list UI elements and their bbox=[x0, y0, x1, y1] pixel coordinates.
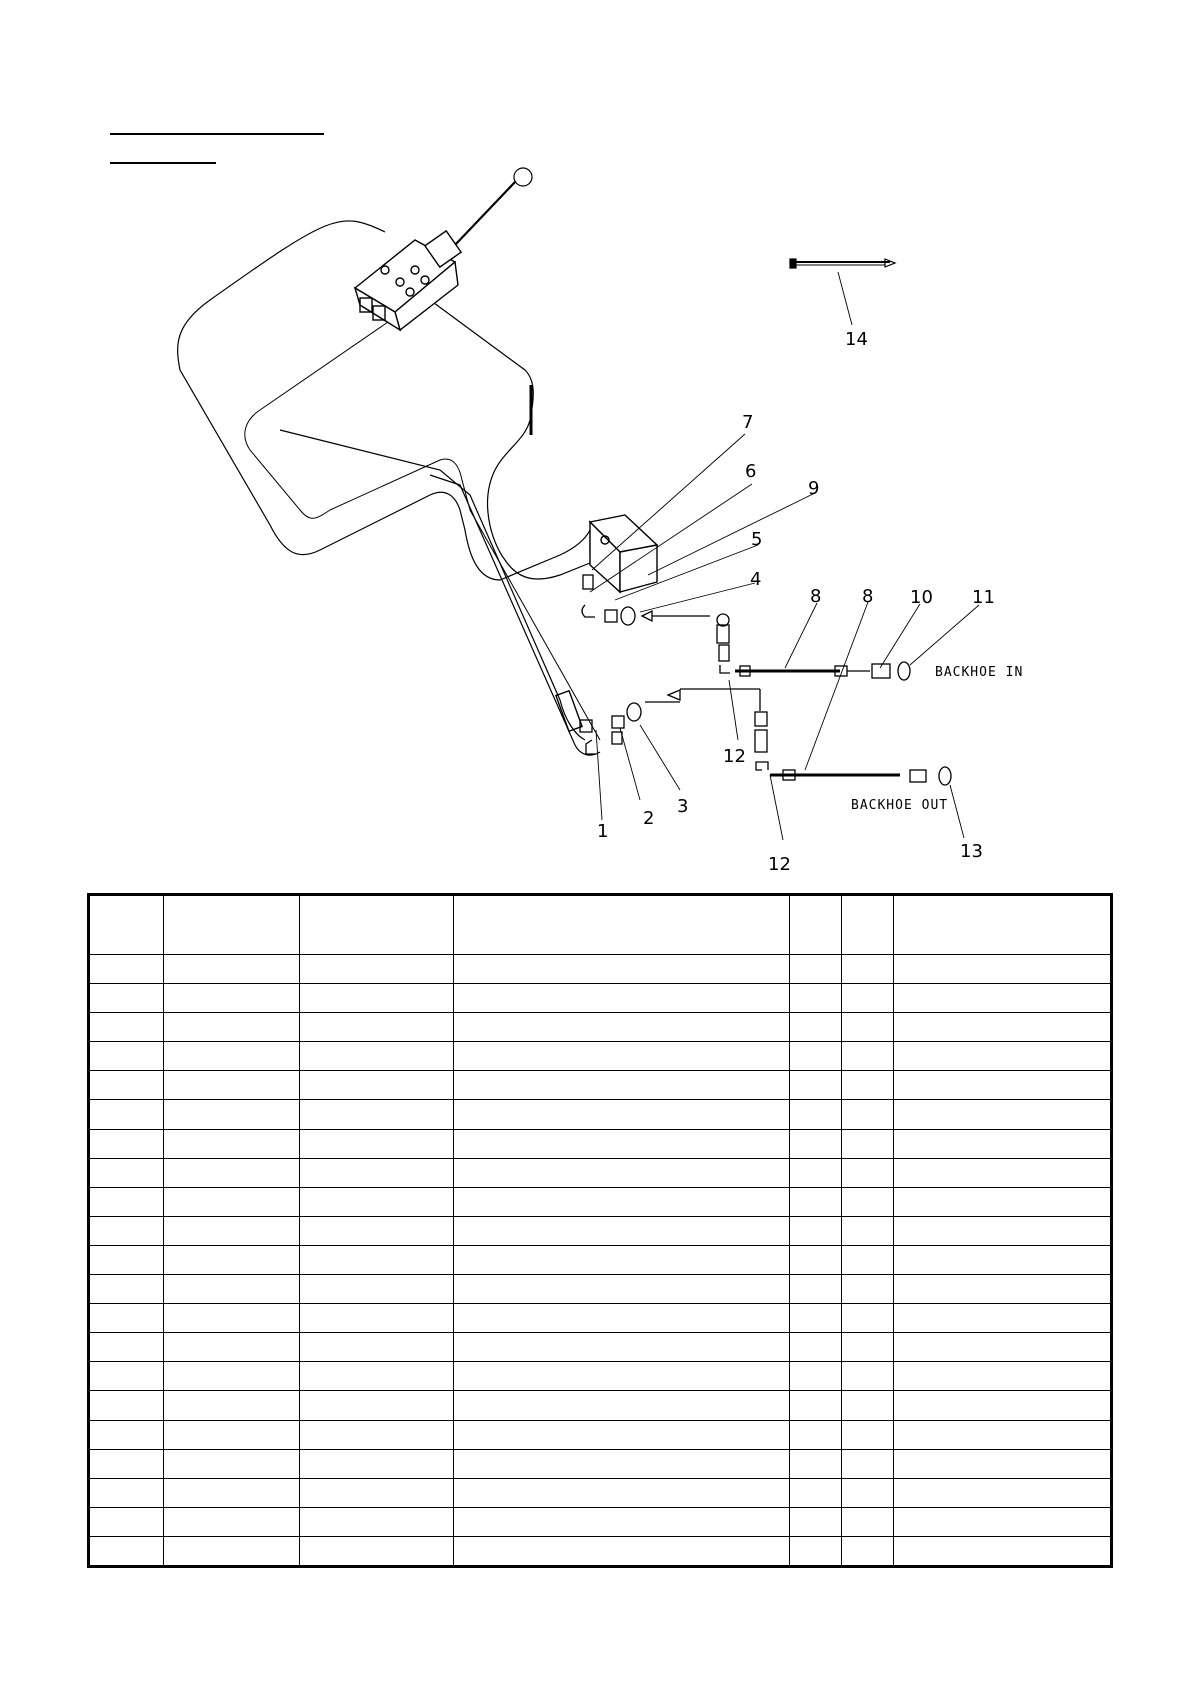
table-cell bbox=[164, 1275, 300, 1304]
table-cell bbox=[164, 955, 300, 984]
table-cell bbox=[894, 1420, 1112, 1449]
feed-hose bbox=[280, 430, 585, 740]
table-cell bbox=[89, 1042, 164, 1071]
table-cell bbox=[842, 955, 894, 984]
table-cell bbox=[790, 1100, 842, 1129]
table-cell bbox=[454, 1478, 790, 1507]
table-cell bbox=[454, 1071, 790, 1100]
table-cell bbox=[164, 1536, 300, 1566]
table-cell bbox=[454, 1100, 790, 1129]
table-cell bbox=[790, 1129, 842, 1158]
table-cell bbox=[790, 984, 842, 1013]
table-cell bbox=[300, 1449, 454, 1478]
table-cell bbox=[790, 1245, 842, 1274]
table-cell bbox=[894, 1158, 1112, 1187]
callout-6: 6 bbox=[745, 461, 757, 482]
table-cell bbox=[894, 1391, 1112, 1420]
table-cell bbox=[894, 1129, 1112, 1158]
table-cell bbox=[894, 955, 1112, 984]
table-row bbox=[89, 1216, 1112, 1245]
table-cell bbox=[300, 1333, 454, 1362]
table-cell bbox=[790, 1304, 842, 1333]
table-cell bbox=[300, 1304, 454, 1333]
table-row bbox=[89, 1129, 1112, 1158]
table-cell bbox=[300, 1275, 454, 1304]
table-cell bbox=[894, 1071, 1112, 1100]
table-row bbox=[89, 1449, 1112, 1478]
table-cell bbox=[454, 1216, 790, 1245]
table-cell bbox=[894, 1042, 1112, 1071]
table-cell bbox=[89, 984, 164, 1013]
table-cell bbox=[894, 1275, 1112, 1304]
table-cell bbox=[790, 1187, 842, 1216]
table-cell bbox=[164, 1420, 300, 1449]
table-cell bbox=[842, 1245, 894, 1274]
table-cell bbox=[164, 1071, 300, 1100]
table-cell bbox=[842, 1507, 894, 1536]
table-cell bbox=[842, 1187, 894, 1216]
table-cell bbox=[454, 1042, 790, 1071]
table-cell bbox=[894, 1304, 1112, 1333]
table-cell bbox=[790, 1275, 842, 1304]
header-cell bbox=[300, 895, 454, 955]
callout-10: 10 bbox=[910, 587, 933, 608]
table-header-row bbox=[89, 895, 1112, 955]
table-cell bbox=[454, 1013, 790, 1042]
table-cell bbox=[89, 1536, 164, 1566]
table-cell bbox=[89, 955, 164, 984]
table-cell bbox=[300, 1100, 454, 1129]
table-cell bbox=[842, 1420, 894, 1449]
table-row bbox=[89, 984, 1112, 1013]
table-cell bbox=[790, 1158, 842, 1187]
table-cell bbox=[842, 1449, 894, 1478]
table-row bbox=[89, 1478, 1112, 1507]
table-row bbox=[89, 1071, 1112, 1100]
table-cell bbox=[300, 1042, 454, 1071]
table-cell bbox=[790, 1071, 842, 1100]
header-cell bbox=[89, 895, 164, 955]
callout-2: 2 bbox=[643, 808, 655, 829]
table-cell bbox=[89, 1158, 164, 1187]
table-cell bbox=[300, 1362, 454, 1391]
table-cell bbox=[89, 1478, 164, 1507]
fittings bbox=[580, 575, 951, 785]
table-cell bbox=[790, 1362, 842, 1391]
table-cell bbox=[842, 1333, 894, 1362]
table-cell bbox=[300, 1478, 454, 1507]
table-row bbox=[89, 1420, 1112, 1449]
table-cell bbox=[89, 1333, 164, 1362]
table-cell bbox=[790, 1478, 842, 1507]
table-cell bbox=[894, 984, 1112, 1013]
table-cell bbox=[164, 1304, 300, 1333]
table-cell bbox=[89, 1304, 164, 1333]
table-cell bbox=[790, 1449, 842, 1478]
table-row bbox=[89, 1275, 1112, 1304]
control-valve bbox=[355, 231, 461, 330]
table-row bbox=[89, 1362, 1112, 1391]
lever-knob bbox=[514, 168, 532, 186]
table-cell bbox=[89, 1362, 164, 1391]
table-cell bbox=[164, 1449, 300, 1478]
table-cell bbox=[89, 1275, 164, 1304]
table-cell bbox=[164, 1158, 300, 1187]
table-cell bbox=[894, 1333, 1112, 1362]
table-cell bbox=[790, 1013, 842, 1042]
table-cell bbox=[894, 1245, 1112, 1274]
table-cell bbox=[164, 1216, 300, 1245]
header-cell bbox=[164, 895, 300, 955]
callout-5: 5 bbox=[751, 529, 763, 550]
table-cell bbox=[454, 1536, 790, 1566]
callout-7: 7 bbox=[742, 412, 754, 433]
label-backhoe-out: BACKHOE OUT bbox=[851, 798, 949, 813]
table-cell bbox=[894, 1449, 1112, 1478]
callout-4: 4 bbox=[750, 569, 762, 590]
table-cell bbox=[790, 1042, 842, 1071]
table-cell bbox=[454, 1362, 790, 1391]
table-row bbox=[89, 1187, 1112, 1216]
table-cell bbox=[454, 1507, 790, 1536]
callout-9: 9 bbox=[808, 478, 820, 499]
table-cell bbox=[300, 984, 454, 1013]
table-cell bbox=[842, 1362, 894, 1391]
table-cell bbox=[164, 1333, 300, 1362]
table-cell bbox=[454, 1245, 790, 1274]
table-cell bbox=[894, 1013, 1112, 1042]
table-row bbox=[89, 1013, 1112, 1042]
table-cell bbox=[89, 1245, 164, 1274]
table-cell bbox=[894, 1100, 1112, 1129]
table-cell bbox=[842, 984, 894, 1013]
table-cell bbox=[300, 1187, 454, 1216]
callout-8-b: 8 bbox=[862, 586, 874, 607]
table-cell bbox=[454, 1304, 790, 1333]
table-cell bbox=[894, 1478, 1112, 1507]
table-cell bbox=[842, 1275, 894, 1304]
table-cell bbox=[842, 1042, 894, 1071]
table-cell bbox=[790, 955, 842, 984]
table-cell bbox=[790, 1536, 842, 1566]
feed-hose-2 bbox=[430, 475, 600, 755]
header-cell bbox=[454, 895, 790, 955]
table-cell bbox=[300, 1536, 454, 1566]
table-cell bbox=[894, 1216, 1112, 1245]
table-row bbox=[89, 955, 1112, 984]
table-cell bbox=[842, 1158, 894, 1187]
pressure-hose-outer bbox=[430, 300, 590, 579]
table-cell bbox=[454, 1187, 790, 1216]
table-cell bbox=[454, 1449, 790, 1478]
callout-12-a: 12 bbox=[723, 746, 746, 767]
table-row bbox=[89, 1507, 1112, 1536]
table-cell bbox=[89, 1100, 164, 1129]
table-cell bbox=[842, 1100, 894, 1129]
table-cell bbox=[894, 1362, 1112, 1391]
table-cell bbox=[300, 1216, 454, 1245]
table-cell bbox=[842, 1536, 894, 1566]
table-cell bbox=[164, 1245, 300, 1274]
table-cell bbox=[842, 1216, 894, 1245]
table-cell bbox=[842, 1129, 894, 1158]
table-cell bbox=[89, 1013, 164, 1042]
header-cell bbox=[790, 895, 842, 955]
callout-13: 13 bbox=[960, 841, 983, 862]
table-row bbox=[89, 1158, 1112, 1187]
table-cell bbox=[89, 1391, 164, 1420]
table-cell bbox=[89, 1507, 164, 1536]
table-row bbox=[89, 1333, 1112, 1362]
table-cell bbox=[790, 1391, 842, 1420]
callout-14: 14 bbox=[845, 329, 868, 350]
table-cell bbox=[300, 1013, 454, 1042]
table-cell bbox=[89, 1129, 164, 1158]
table-cell bbox=[89, 1216, 164, 1245]
table-cell bbox=[300, 1158, 454, 1187]
table-cell bbox=[454, 955, 790, 984]
table-cell bbox=[300, 955, 454, 984]
parts-table bbox=[87, 893, 1113, 1568]
pressure-hose-inner bbox=[245, 300, 600, 740]
table-cell bbox=[842, 1013, 894, 1042]
table-row bbox=[89, 1042, 1112, 1071]
table-cell bbox=[164, 1042, 300, 1071]
parts-table-body bbox=[89, 955, 1112, 1567]
table-cell bbox=[300, 1507, 454, 1536]
label-backhoe-in: BACKHOE IN bbox=[935, 665, 1024, 680]
table-cell bbox=[454, 984, 790, 1013]
table-cell bbox=[790, 1420, 842, 1449]
table-cell bbox=[164, 1100, 300, 1129]
table-cell bbox=[790, 1216, 842, 1245]
table-cell bbox=[164, 1507, 300, 1536]
table-cell bbox=[89, 1449, 164, 1478]
callout-12-b: 12 bbox=[768, 854, 791, 875]
table-cell bbox=[89, 1071, 164, 1100]
table-row bbox=[89, 1100, 1112, 1129]
table-cell bbox=[842, 1391, 894, 1420]
table-cell bbox=[790, 1333, 842, 1362]
table-cell bbox=[300, 1245, 454, 1274]
table-cell bbox=[894, 1507, 1112, 1536]
table-cell bbox=[842, 1071, 894, 1100]
table-cell bbox=[89, 1420, 164, 1449]
table-cell bbox=[164, 1129, 300, 1158]
callout-1: 1 bbox=[597, 821, 609, 842]
table-cell bbox=[164, 984, 300, 1013]
table-cell bbox=[790, 1507, 842, 1536]
table-cell bbox=[454, 1275, 790, 1304]
table-cell bbox=[300, 1071, 454, 1100]
table-cell bbox=[454, 1391, 790, 1420]
callout-3: 3 bbox=[677, 796, 689, 817]
table-cell bbox=[454, 1158, 790, 1187]
table-row bbox=[89, 1245, 1112, 1274]
table-cell bbox=[454, 1129, 790, 1158]
table-cell bbox=[894, 1536, 1112, 1566]
table-cell bbox=[842, 1304, 894, 1333]
header-cell bbox=[894, 895, 1112, 955]
table-cell bbox=[164, 1187, 300, 1216]
table-row bbox=[89, 1536, 1112, 1566]
table-cell bbox=[89, 1187, 164, 1216]
table-cell bbox=[842, 1478, 894, 1507]
callout-8-a: 8 bbox=[810, 586, 822, 607]
table-row bbox=[89, 1304, 1112, 1333]
table-cell bbox=[164, 1391, 300, 1420]
table-cell bbox=[164, 1362, 300, 1391]
table-cell bbox=[300, 1391, 454, 1420]
table-cell bbox=[164, 1013, 300, 1042]
table-cell bbox=[300, 1420, 454, 1449]
table-cell bbox=[454, 1333, 790, 1362]
header-cell bbox=[842, 895, 894, 955]
table-row bbox=[89, 1391, 1112, 1420]
table-cell bbox=[454, 1420, 790, 1449]
table-cell bbox=[300, 1129, 454, 1158]
table-cell bbox=[164, 1478, 300, 1507]
callout-11: 11 bbox=[972, 587, 995, 608]
table-cell bbox=[894, 1187, 1112, 1216]
